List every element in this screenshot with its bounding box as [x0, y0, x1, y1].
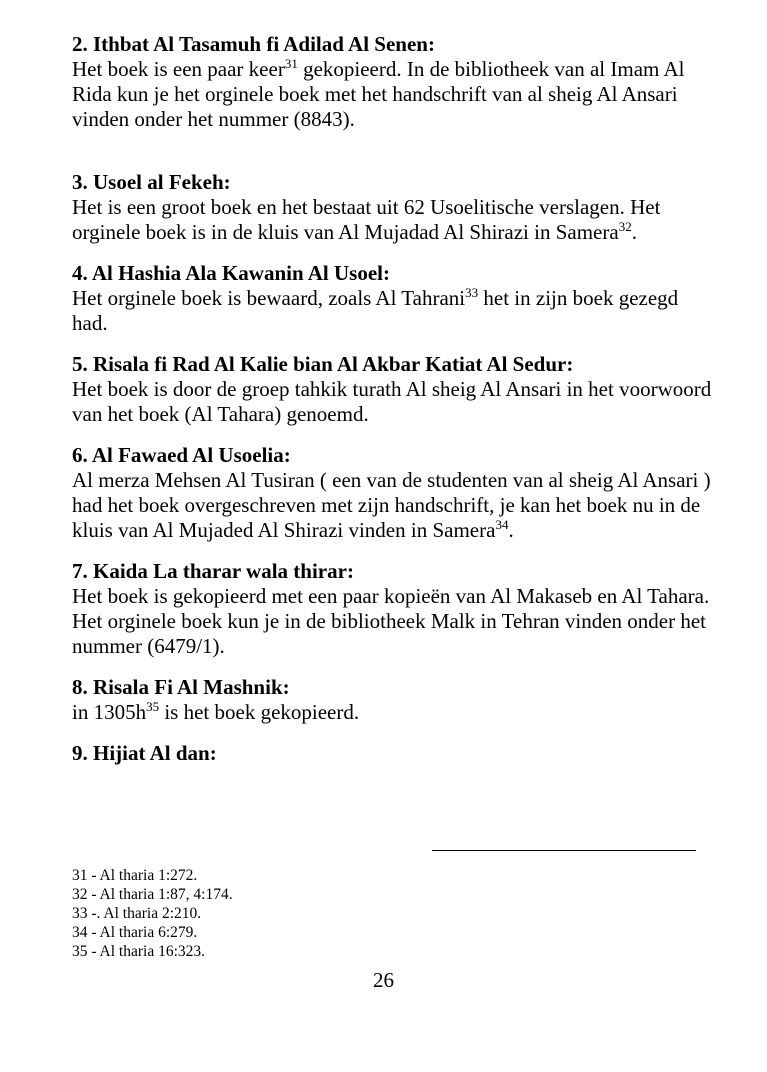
body-text: . [631, 220, 637, 244]
body-text: Al merza Mehsen Al Tusiran ( een van de studenten van al sheig Al Ansari ) had het boek overgeschreven met zijn handschrift, je kan het boek nu in de kluis van Al Mujaded Al Shirazi vinden in Samera [72, 468, 711, 542]
footnote-ref: 34 [495, 517, 509, 532]
section-8 [72, 675, 712, 725]
section-body [72, 377, 712, 427]
body-text: Het is een groot boek en het bestaat uit 62 Usoelitische verslagen. Het orginele boek is in de kluis van Al Mujadad Al Shirazi in Samera [72, 195, 661, 244]
footnote-ref: 33 [465, 285, 479, 300]
section-9 [72, 741, 712, 766]
footnote: 31 - Al tharia 1:272. [72, 867, 198, 884]
section-body [72, 700, 712, 725]
section-body [72, 195, 712, 245]
section-5 [72, 352, 712, 427]
footnote-ref: 31 [284, 56, 298, 71]
sections [72, 32, 712, 782]
section-title: 4. Al Hashia Ala Kawanin Al Usoel: [72, 261, 390, 285]
section-7 [72, 559, 712, 659]
body-text: is het boek gekopieerd. [159, 700, 360, 724]
footnote-divider [432, 850, 696, 851]
footnote: 34 - Al tharia 6:279. [72, 924, 198, 941]
footnote-ref: 35 [146, 699, 160, 714]
body-text: het in zijn boek gezegd had. [72, 286, 679, 335]
body-text: in 1305h [72, 700, 147, 724]
section-6 [72, 443, 712, 543]
page-number: 26 [373, 968, 394, 992]
body-text: Het boek is een paar keer [72, 57, 285, 81]
section-title: 8. Risala Fi Al Mashnik: [72, 675, 290, 699]
body-text: Het boek is door de groep tahkik turath Al sheig Al Ansari in het voorwoord van het boek (Al Tahara) genoemd. [72, 377, 712, 426]
footnotes [72, 866, 233, 961]
section-body [72, 286, 712, 336]
section-title: 7. Kaida La tharar wala thirar: [72, 559, 354, 583]
footnote-ref: 32 [618, 219, 632, 234]
footnote: 33 -. Al tharia 2:210. [72, 905, 202, 922]
section-body [72, 468, 712, 543]
section-body [72, 57, 712, 132]
body-text: Het orginele boek is bewaard, zoals Al Tahrani [72, 286, 466, 310]
section-title: 9. Hijiat Al dan: [72, 741, 217, 765]
section-title: 2. Ithbat Al Tasamuh fi Adilad Al Senen: [72, 32, 435, 56]
section-body [72, 584, 712, 659]
section-2 [72, 32, 712, 132]
section-4 [72, 261, 712, 336]
body-text: Het boek is gekopieerd met een paar kopieën van Al Makaseb en Al Tahara. Het orginele boek kun je in de bibliotheek Malk in Tehran vinden onder het nummer (6479/1). [72, 584, 710, 658]
section-title: 5. Risala fi Rad Al Kalie bian Al Akbar Katiat Al Sedur: [72, 352, 574, 376]
body-text: . [508, 518, 514, 542]
section-3 [72, 170, 712, 245]
section-title: 3. Usoel al Fekeh: [72, 170, 231, 194]
footnote: 35 - Al tharia 16:323. [72, 943, 206, 960]
section-title: 6. Al Fawaed Al Usoelia: [72, 443, 291, 467]
footnote: 32 - Al tharia 1:87, 4:174. [72, 886, 233, 903]
body-text: gekopieerd. In de bibliotheek van al Imam Al Rida kun je het orginele boek met het handschrift van al sheig Al Ansari vinden onder het nummer (8843). [72, 57, 685, 131]
